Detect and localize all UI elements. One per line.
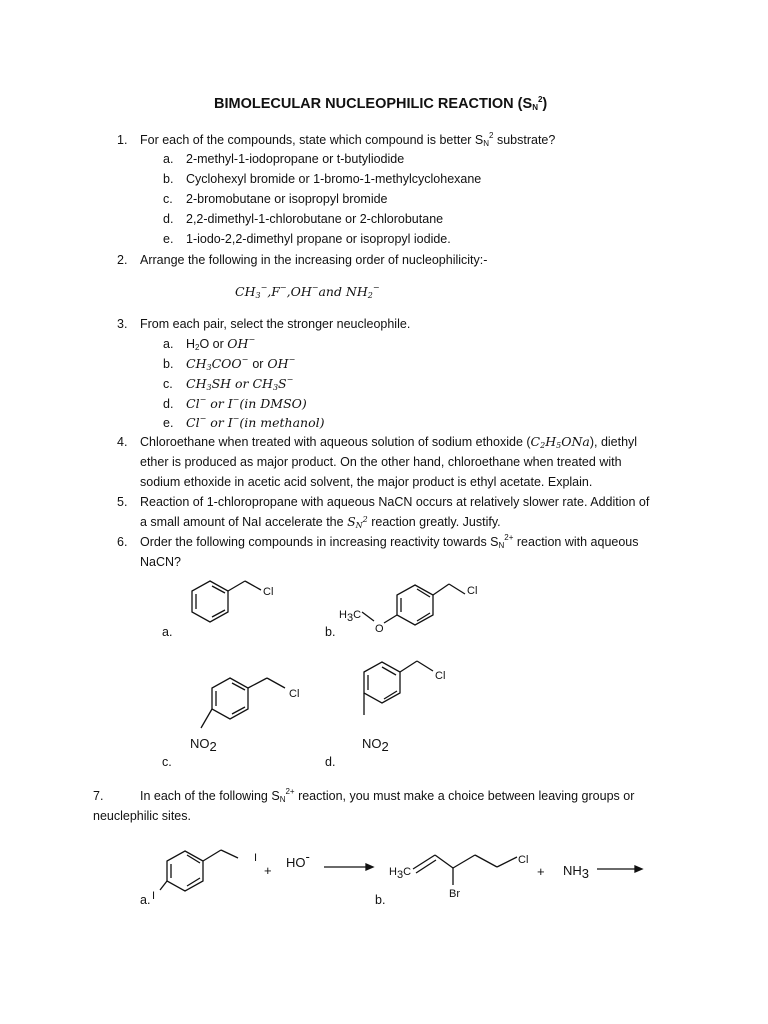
q3-item-label: b. (163, 357, 174, 371)
ammonia-label: NH3 (563, 863, 590, 881)
br-label: Br (449, 888, 460, 900)
hydroxide-label: HO- (286, 849, 310, 870)
structure-methoxybenzyl-chloride (335, 572, 515, 642)
plus-sign: + (264, 863, 272, 878)
q6-label-c: c. (162, 755, 172, 769)
q3-item-a: $H_2O$ or OH− (186, 335, 256, 352)
q1-item-label: e. (163, 232, 174, 246)
reaction-a (140, 835, 380, 905)
q5-line1: Reaction of 1-chloropropane with aqueous NaCN occurs at relatively slower rate. Addition of (140, 495, 650, 509)
q7-line2: neuclephilic sites. (93, 809, 191, 823)
q3-item-e: Cl− or I−(in methanol) (186, 414, 325, 430)
q3-item-b: $CH_3COO^-$ or OH− (186, 355, 296, 372)
q3-item-label: c. (163, 377, 173, 391)
q4-line1: Chloroethane when treated with aqueous solution of sodium ethoxide $(C_2H_5ONa)$, diethyl (140, 434, 638, 450)
q3-item-d: Cl− or I−(in DMSO) (186, 395, 307, 411)
q7-label-a: a. (140, 893, 151, 907)
cl-label: Cl (518, 854, 529, 866)
q6-line2: NaCN? (140, 555, 181, 569)
q5-line2: a small amount of NaI accelerate the $S_{N^2}$ reaction greatly. Justify. (140, 514, 501, 530)
i-label: I (152, 890, 156, 902)
no2-label: NO2 (362, 736, 389, 754)
q3-item-label: a. (163, 337, 174, 351)
q1-item-text: 2,2-dimethyl-1-chlorobutane or 2-chlorobutane (186, 212, 444, 226)
q3-item-label: e. (163, 416, 174, 430)
q2-text: Arrange the following in the increasing order of nucleophilicity:- (140, 253, 488, 267)
q6-label-a: a. (162, 625, 173, 639)
cl-label: Cl (467, 585, 478, 597)
q1-item-label: c. (163, 192, 173, 206)
q1-item-text: 1-iodo-2,2-dimethyl propane or isopropyl iodide. (186, 232, 451, 246)
q3-item-c: $CH_3SH$ or $CH_3S^-$ (186, 375, 294, 392)
q7-label-b: b. (375, 893, 386, 907)
q2-number: 2. (117, 253, 128, 267)
cl-label: Cl (435, 670, 446, 682)
q1-item-text: 2-bromobutane or isopropyl bromide (186, 192, 388, 206)
q7-number: 7. (93, 789, 104, 803)
q1-item-text: 2-methyl-1-iodopropane or t-butyliodide (186, 152, 405, 166)
i-label: I (254, 852, 258, 864)
h3c-label: H3C (389, 866, 412, 881)
structure-benzyl-chloride (185, 572, 295, 642)
q1-text: For each of the compounds, state which compound is better $S_N^2$ substrate? (140, 131, 556, 148)
q4-number: 4. (117, 435, 128, 449)
q6-label-b: b. (325, 625, 336, 639)
structure-p-nitrobenzyl-chloride (185, 668, 335, 753)
q1-number: 1. (117, 133, 128, 147)
q1-item-label: a. (163, 152, 174, 166)
no2-label: NO2 (190, 736, 217, 754)
q6-number: 6. (117, 535, 128, 549)
q6-line1: Order the following compounds in increasing reactivity towards $S_N^{2+}$ reaction with aqueous (140, 533, 639, 550)
o-label: O (375, 623, 384, 635)
q3-text: From each pair, select the stronger neucleophile. (140, 317, 411, 331)
q3-number: 3. (117, 317, 128, 331)
cl-label: Cl (263, 586, 274, 598)
q7-line1: In each of the following $S_N^{2+}$ reaction, you must make a choice between leaving groups or (140, 787, 635, 804)
q4-line2: ether is produced as major product. On the other hand, chloroethane when treated with (140, 455, 622, 469)
q1-item-label: d. (163, 212, 174, 226)
q6-label-d: d. (325, 755, 336, 769)
q5-number: 5. (117, 495, 128, 509)
plus-sign: + (537, 864, 545, 879)
q3-item-label: d. (163, 397, 174, 411)
h3c-label: H3C (339, 609, 362, 624)
structure-m-nitrobenzyl-chloride (340, 655, 490, 755)
q1-item-label: b. (163, 172, 174, 186)
q2-formula: $CH_3^-,F^-,OH^-and$ $NH_2^-$ (235, 283, 380, 300)
q1-item-text: Cyclohexyl bromide or 1-bromo-1-methylcyclohexane (186, 172, 482, 186)
reaction-b (385, 845, 655, 910)
q4-line3: sodium ethoxide in acetic acid solvent, the major product is ethyl acetate. Explain. (140, 475, 593, 489)
cl-label: Cl (289, 688, 300, 700)
page-title: BIMOLECULAR NUCLEOPHILIC REACTION $(S_N^2)$ (214, 95, 548, 112)
